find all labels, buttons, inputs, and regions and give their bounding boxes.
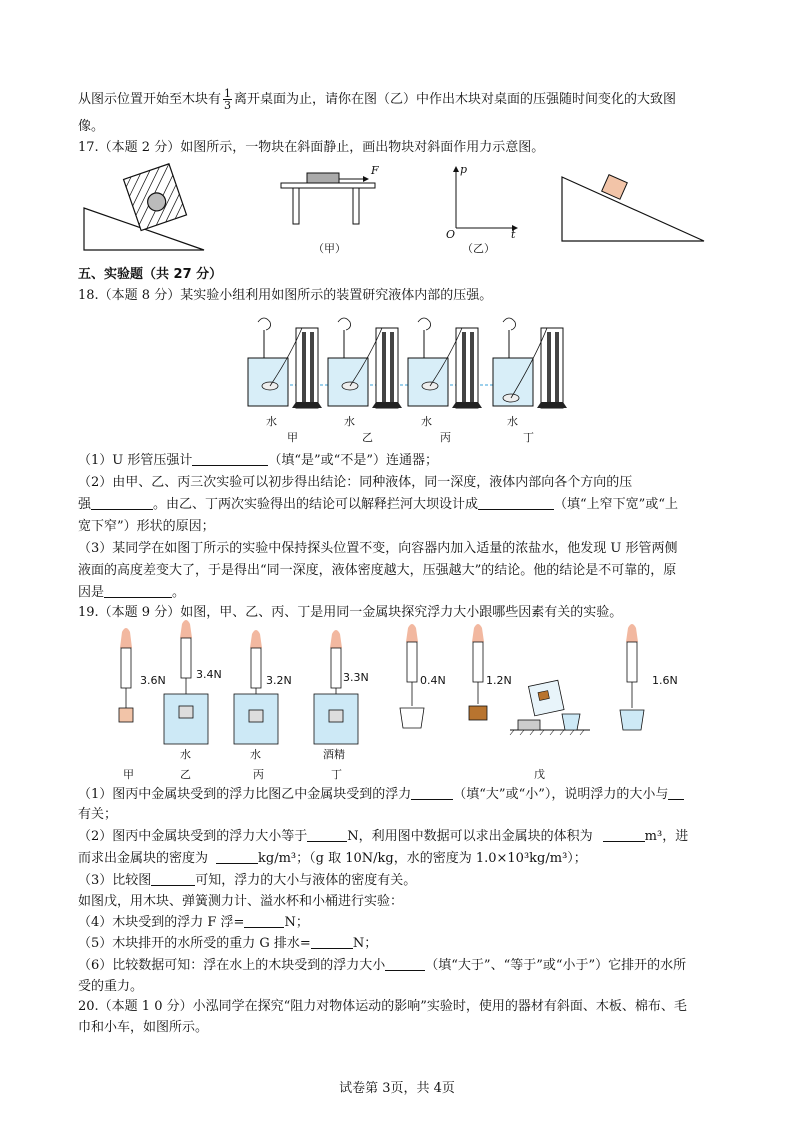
- q19-part6-line2: 受的重力。: [78, 979, 144, 994]
- reading-wu-block: 1.2N: [486, 674, 512, 687]
- reading-bing: 3.2N: [266, 674, 292, 687]
- q18-part2-line2: 强 。由乙、丁两次实验得出的结论可以解释拦河大坝设计成 （填“上窄下宽”或“上: [78, 497, 678, 512]
- q19-buoyancy-figure: [110, 622, 690, 760]
- fraction-one-third: $\frac{1}{3}$: [224, 87, 232, 112]
- q19-part5: （5）木块排开的水所受的重力 G 排水= N；: [78, 936, 378, 951]
- q18-caption-ding: 丁: [523, 431, 534, 444]
- reading-wu-bucket: 0.4N: [420, 674, 446, 687]
- q18-part2-line3: 宽下窄”）形状的原因；: [78, 519, 215, 534]
- q17-caption-jia: （甲）: [313, 242, 346, 255]
- answer-blank[interactable]: [307, 828, 347, 842]
- q18-liquid-label-2: 水: [344, 415, 355, 428]
- answer-blank[interactable]: [603, 828, 645, 842]
- reading-yi: 3.4N: [196, 668, 222, 681]
- q19-part6-line1: （6）比较数据可知：浮在水上的木块受到的浮力大小 （填“大于”、“等于”或“小于”）它排开的水所: [78, 958, 687, 973]
- q18-part3-line3: 因是 。: [78, 585, 186, 600]
- q18-part1: （1）U 形管压强计 （填“是”或“不是”）连通器；: [78, 453, 438, 468]
- q17-figure-cup-on-slope: [84, 168, 209, 254]
- q17-block-on-incline: [560, 175, 710, 247]
- q19-liquid-ding: 酒精: [323, 748, 345, 761]
- q19-part1-line1: （1）图丙中金属块受到的浮力比图乙中金属块受到的浮力 （填“大”或“小”），说明浮力的大小与: [78, 786, 684, 804]
- reading-ding: 3.3N: [343, 671, 369, 684]
- q19-caption-yi: 乙: [180, 768, 191, 781]
- q19-liquid-yi: 水: [180, 748, 191, 761]
- q18-part3-line1: （3）某同学在如图丁所示的实验中保持探头位置不变，向容器内加入适量的浓盐水，他发现 U 形管两侧: [78, 541, 678, 556]
- reading-wu-water: 1.6N: [652, 674, 678, 687]
- answer-blank[interactable]: [151, 872, 195, 886]
- q19-part1-line2: 有关；: [78, 807, 118, 822]
- answer-blank[interactable]: [411, 786, 453, 800]
- q17-figure-table-block: [275, 168, 385, 228]
- q17-force-label: F: [371, 164, 379, 177]
- q18-part2-line1: （2）由甲、乙、丙三次实验可以初步得出结论：同种液体，同一深度，液体内部向各个方向的压: [78, 475, 633, 490]
- q17-caption-yi: （乙）: [462, 242, 495, 255]
- q16-text-line2: 像。: [78, 119, 105, 134]
- q19-caption-ding: 丁: [331, 768, 342, 781]
- q19-caption-jia: 甲: [123, 768, 134, 781]
- q19-intro-wu: 如图戊，用木块、弹簧测力计、溢水杯和小桶进行实验：: [78, 894, 404, 909]
- answer-blank[interactable]: [385, 957, 425, 971]
- answer-blank[interactable]: [311, 935, 353, 949]
- q18-liquid-label-4: 水: [507, 415, 518, 428]
- q18-liquid-label-1: 水: [266, 415, 277, 428]
- q19-part2-line2: 而求出金属块的密度为 kg/m³；（g 取 10N/kg，水的密度为 1.0×10³kg/m³）；: [78, 851, 587, 866]
- q18-part3-line2: 液面的高度差变大了，于是得出“同一深度，液体密度越大，压强越大”的结论。他的结论是不可靠的，原: [78, 563, 677, 578]
- q16-text-line1: 从图示位置开始至木块有 $\frac{1}{3}$ 离开桌面为止，请你在图（乙）中作出木块对桌面的压强随时间变化的大致图: [78, 87, 677, 112]
- q20-text-line2: 巾和小车，如图所示。: [78, 1020, 209, 1035]
- answer-blank[interactable]: [104, 584, 172, 598]
- q18-caption-jia: 甲: [287, 431, 298, 444]
- q17-text: 17.（本题 2 分）如图所示，一物块在斜面静止，画出物块对斜面作用力示意图。: [78, 140, 545, 155]
- axis-p-label: p: [460, 163, 468, 176]
- q18-caption-bing: 丙: [440, 431, 451, 444]
- answer-blank[interactable]: [192, 452, 268, 466]
- section-five-title: 五、实验题（共 27 分）: [78, 267, 223, 282]
- answer-blank[interactable]: [668, 786, 684, 800]
- answer-blank[interactable]: [478, 496, 554, 510]
- axis-t-label: t: [511, 228, 516, 241]
- answer-blank[interactable]: [244, 914, 284, 928]
- answer-blank[interactable]: [91, 496, 153, 510]
- reading-jia: 3.6N: [140, 674, 166, 687]
- q18-liquid-label-3: 水: [421, 415, 432, 428]
- q19-caption-wu: 戊: [534, 768, 545, 781]
- q19-part2-line1: （2）图丙中金属块受到的浮力大小等于 N，利用图中数据可以求出金属块的体积为 m³，进: [78, 829, 689, 844]
- q18-caption-yi: 乙: [362, 431, 373, 444]
- q19-part4: （4）木块受到的浮力 F 浮= N；: [78, 915, 309, 930]
- axis-origin-label: O: [446, 228, 456, 241]
- q18-text: 18.（本题 8 分）某实验小组利用如图所示的装置研究液体内部的压强。: [78, 288, 493, 303]
- q19-liquid-bing: 水: [250, 748, 261, 761]
- answer-blank[interactable]: [216, 850, 258, 864]
- q19-caption-bing: 丙: [253, 768, 264, 781]
- q19-part3: （3）比较图 可知，浮力的大小与液体的密度有关。: [78, 873, 417, 888]
- q20-text-line1: 20.（本题 1 0 分）小泓同学在探究“阻力对物体运动的影响”实验时，使用的器材有斜面、木板、棉布、毛: [78, 999, 687, 1014]
- page-footer: 试卷第 3页，共 4页: [339, 1081, 455, 1096]
- q18-pressure-gauge-figure: [240, 310, 560, 415]
- q19-text: 19.（本题 9 分）如图，甲、乙、丙、丁是用同一金属块探究浮力大小跟哪些因素有关的实验。: [78, 605, 623, 620]
